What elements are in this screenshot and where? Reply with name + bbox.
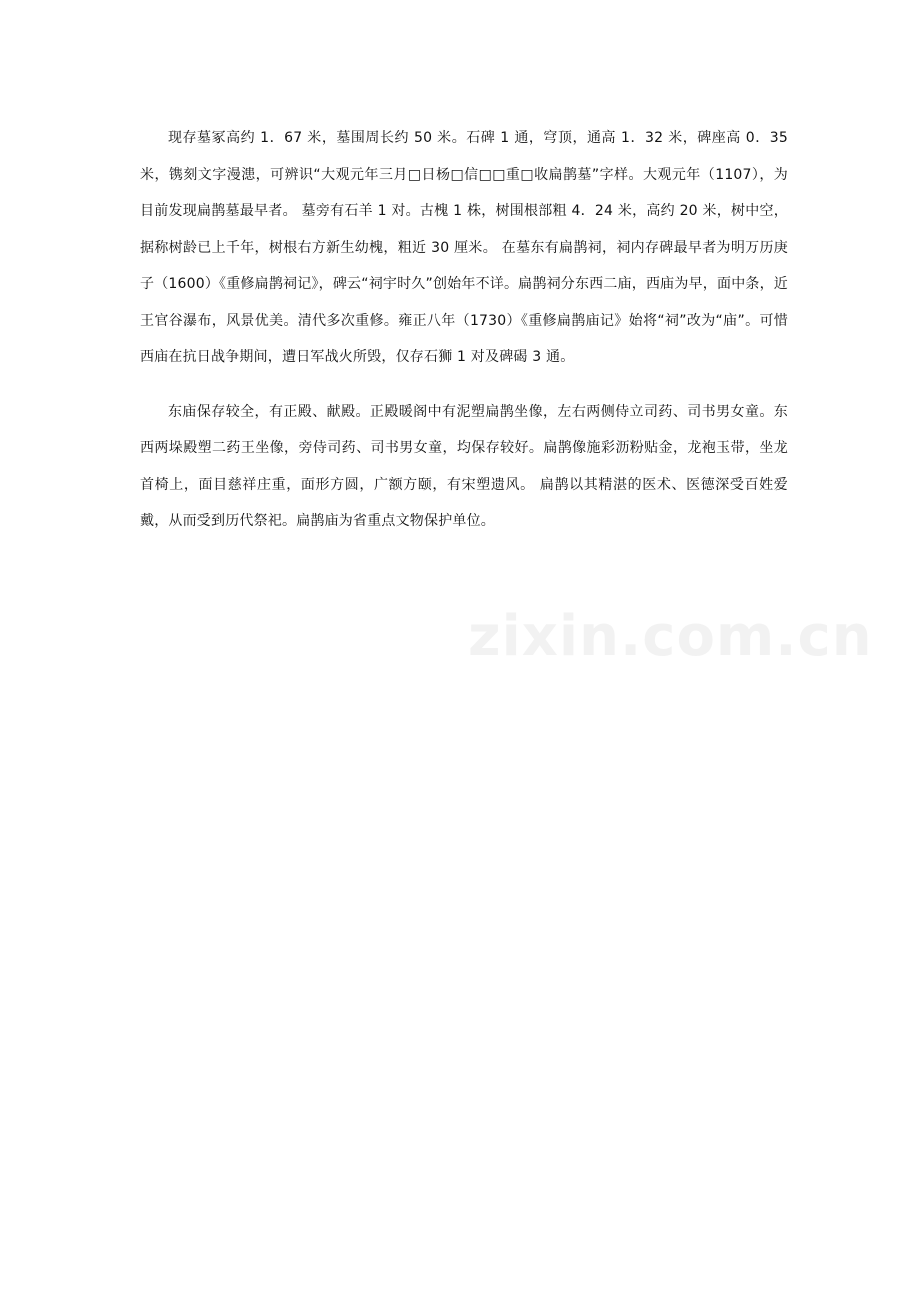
paragraph-tomb-and-temple-history: 现存墓冢高约 1．67 米，墓围周长约 50 米。石碑 1 通，穹顶，通高 1．32 米，碑座高 0．35 米，镌刻文字漫漶，可辨识“大观元年三月□日杨□信□□重□收扁鹊墓”字样。大观元年（1107），为目前发现扁鹊墓最早者。 墓旁有石羊 1 对。古槐 1 株，树围根部粗 4．24 米，高约 20 米，树中空，据称树龄已上千年，树根右方新生幼槐，粗近 30 厘米。 在墓东有扁鹊祠，祠内存碑最早者为明万历庚子（1600）《重修扁鹊祠记》，碑云“祠宇时久”创始年不详。扁鹊祠分东西二庙，西庙为早，面中条，近王官谷瀑布，风景优美。清代多次重修。雍正八年（1730）《重修扁鹊庙记》始将“祠”改为“庙”。可惜西庙在抗日战争期间，遭日军战火所毁，仅存石狮 1 对及碑碣 3 通。 [140, 130, 788, 365]
paragraph-east-temple: 东庙保存较全，有正殿、献殿。正殿暖阁中有泥塑扁鹊坐像，左右两侧侍立司药、司书男女童。东西两垛殿塑二药王坐像，旁侍司药、司书男女童，均保存较好。扁鹊像施彩沥粉贴金，龙袍玉带，坐龙首椅上，面目慈祥庄重，面形方圆，广额方颐，有宋塑遗风。 扁鹊以其精湛的医术、医德深受百姓爱戴，从而受到历代祭祀。扁鹊庙为省重点文物保护单位。 [140, 403, 788, 529]
watermark: zixin.com.cn [468, 604, 873, 669]
document-body [140, 120, 788, 540]
